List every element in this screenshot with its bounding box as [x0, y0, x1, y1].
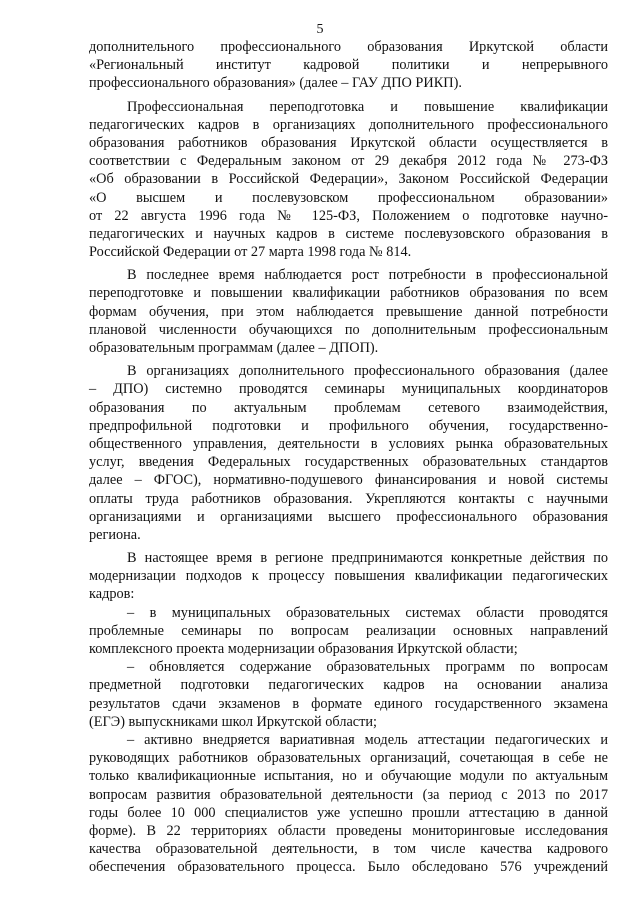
text-line: только квалификационные испытания, но и обучающие модули по актуальным — [89, 768, 608, 785]
page-number: 5 — [316, 22, 324, 37]
text-line: В организациях дополнительного профессионального образования (далее — [127, 363, 608, 380]
text-line: форме). В 22 территориях области проведены мониторинговые исследования — [89, 822, 608, 839]
text-line: педагогических кадров в организациях дополнительного профессионального — [89, 116, 608, 133]
text-line: предпрофильной подготовки и профильного обучения, государственно- — [89, 417, 608, 434]
text-line: годы более 10 000 специалистов уже успешно прошли аттестацию в данной — [89, 804, 608, 821]
text-line: плановой численности обучающихся по дополнительным профессиональным — [89, 321, 608, 338]
text-line: В настоящее время в регионе предпринимаются конкретные действия по — [127, 550, 608, 567]
text-line: формам обучения, при этом наблюдается превышение данной потребности — [89, 303, 608, 320]
text-line: обеспечения образовательного процесса. Было обследовано 576 учреждений — [89, 859, 608, 876]
text-line: далее – ФГОС), нормативно-подушевого финансирования и новой системы — [89, 472, 608, 489]
text-line: «Региональный институт кадровой политики и непрерывного — [89, 57, 608, 74]
text-line: соответствии с Федеральным законом от 29 декабря 2012 года № 273-ФЗ — [89, 153, 608, 170]
text-line: образования по актуальным проблемам сетевого взаимодействия, — [89, 399, 608, 416]
text-line: оплаты труда работников образования. Укрепляются контакты с научными — [89, 490, 608, 507]
text-line: «О высшем и послевузовском профессиональном образовании» — [89, 189, 608, 206]
text-line: переподготовке и повышении квалификации работников образования по всем — [89, 285, 608, 302]
text-line: общественного управления, деятельности в условиях рынка образовательных — [89, 435, 608, 452]
text-line: результатов сдачи экзаменов в формате единого государственного экзамена — [89, 695, 608, 712]
text-line: кадров: — [89, 586, 135, 603]
text-line: организациями и организациями высшего профессионального образования — [89, 508, 608, 525]
text-line: В последнее время наблюдается рост потребности в профессиональной — [127, 267, 608, 284]
text-line: предметной подготовки педагогических кадров на основании анализа — [89, 677, 608, 694]
text-line: образования работников образования Иркутской области осуществляется в — [89, 134, 608, 151]
text-line: комплексного проекта модернизации образования Иркутской области; — [89, 641, 518, 657]
text-line: «Об образовании в Российской Федерации», Законом Российской Федерации — [89, 171, 608, 188]
text-line: Российской Федерации от 27 марта 1998 года № 814. — [89, 244, 412, 261]
text-line: руководящих работников образовательных организаций, сочетающая в себе не — [89, 750, 608, 767]
text-line: от 22 августа 1996 года № 125-ФЗ, Положением о подготовке научно- — [89, 207, 608, 224]
text-line: региона. — [89, 526, 141, 543]
text-line: вопросам развития образовательной деятельности (за период с 2013 по 2017 — [89, 786, 608, 803]
text-line: – ДПО) системно проводятся семинары муниципальных координаторов — [89, 381, 608, 398]
text-line: Профессиональная переподготовка и повышение квалификации — [127, 98, 608, 115]
text-line: (ЕГЭ) выпускниками школ Иркутской области; — [89, 713, 378, 730]
text-line: проблемные семинары по вопросам реализации основных направлений — [89, 622, 608, 639]
text-line: модернизации подходов к процессу повышения квалификации педагогических — [89, 568, 608, 585]
text-line: – обновляется содержание образовательных программ по вопросам — [127, 659, 608, 676]
text-line: – активно внедряется вариативная модель аттестации педагогических и — [127, 731, 608, 748]
text-line: – в муниципальных образовательных системах области проводятся — [127, 604, 608, 621]
text-line: образовательным программам (далее – ДПОП). — [89, 340, 379, 356]
text-line: педагогических и научных кадров в системе послевузовского образования в — [89, 225, 608, 242]
text-line: услуг, введения Федеральных государственных образовательных стандартов — [89, 454, 608, 471]
text-line: дополнительного профессионального образования Иркутской области — [89, 39, 608, 55]
text-line: профессионального образования» (далее – ГАУ ДПО РИКП). — [89, 75, 462, 92]
text-line: качества образовательной деятельности, в том числе качества кадрового — [89, 841, 608, 858]
document-body — [89, 38, 608, 876]
